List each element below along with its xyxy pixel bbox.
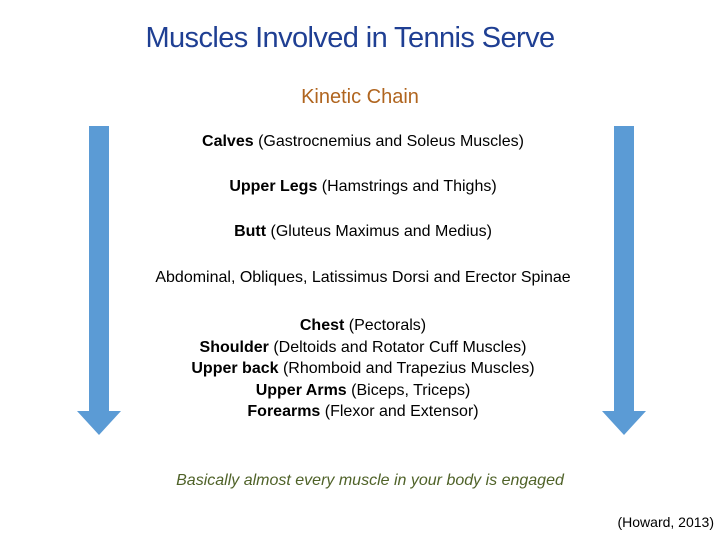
- upper-body-muscle-list: [0, 315, 720, 423]
- muscle-group-detail: (Biceps, Triceps): [346, 381, 471, 399]
- muscle-group-name: Shoulder: [199, 338, 269, 356]
- muscle-group-name: Upper back: [191, 360, 279, 377]
- muscle-group-detail: (Gastrocnemius and Soleus Muscles): [253, 133, 524, 150]
- muscle-group-name: Upper Legs: [229, 178, 318, 195]
- muscle-group-upper-arms: [0, 380, 720, 402]
- muscle-group-detail: (Flexor and Extensor): [320, 403, 479, 420]
- muscle-group-detail: (Rhomboid and Trapezius Muscles): [278, 360, 535, 377]
- muscle-group-name: Forearms: [247, 403, 321, 420]
- muscle-group-chest: [0, 315, 720, 337]
- muscle-group-shoulder: [0, 337, 720, 359]
- kinetic-chain-subtitle: Kinetic Chain: [301, 86, 419, 108]
- muscle-group-calves: [0, 133, 720, 151]
- muscle-group-butt: [0, 223, 720, 241]
- muscle-group-upper-back: [0, 358, 720, 380]
- muscle-group-name: Upper Arms: [255, 381, 347, 399]
- muscle-group-name: Butt: [234, 223, 267, 240]
- citation: (Howard, 2013): [617, 514, 714, 530]
- muscle-group-name: Calves: [202, 133, 254, 150]
- muscle-group-core: [0, 269, 720, 287]
- muscle-group-detail: (Pectorals): [344, 317, 427, 334]
- page-title: Muscles Involved in Tennis Serve: [145, 22, 555, 54]
- muscle-group-detail: Abdominal, Obliques, Latissimus Dorsi and Erector Spinae: [155, 269, 571, 286]
- muscle-group-upper-legs: [0, 178, 720, 196]
- muscle-group-name: Chest: [299, 317, 345, 334]
- muscle-group-detail: (Deltoids and Rotator Cuff Muscles): [268, 338, 527, 356]
- muscle-group-detail: (Hamstrings and Thighs): [317, 178, 497, 195]
- summary-note: Basically almost every muscle in your body is engaged: [176, 472, 564, 489]
- muscle-group-detail: (Gluteus Maximus and Medius): [266, 223, 492, 240]
- muscle-group-forearms: [0, 401, 720, 423]
